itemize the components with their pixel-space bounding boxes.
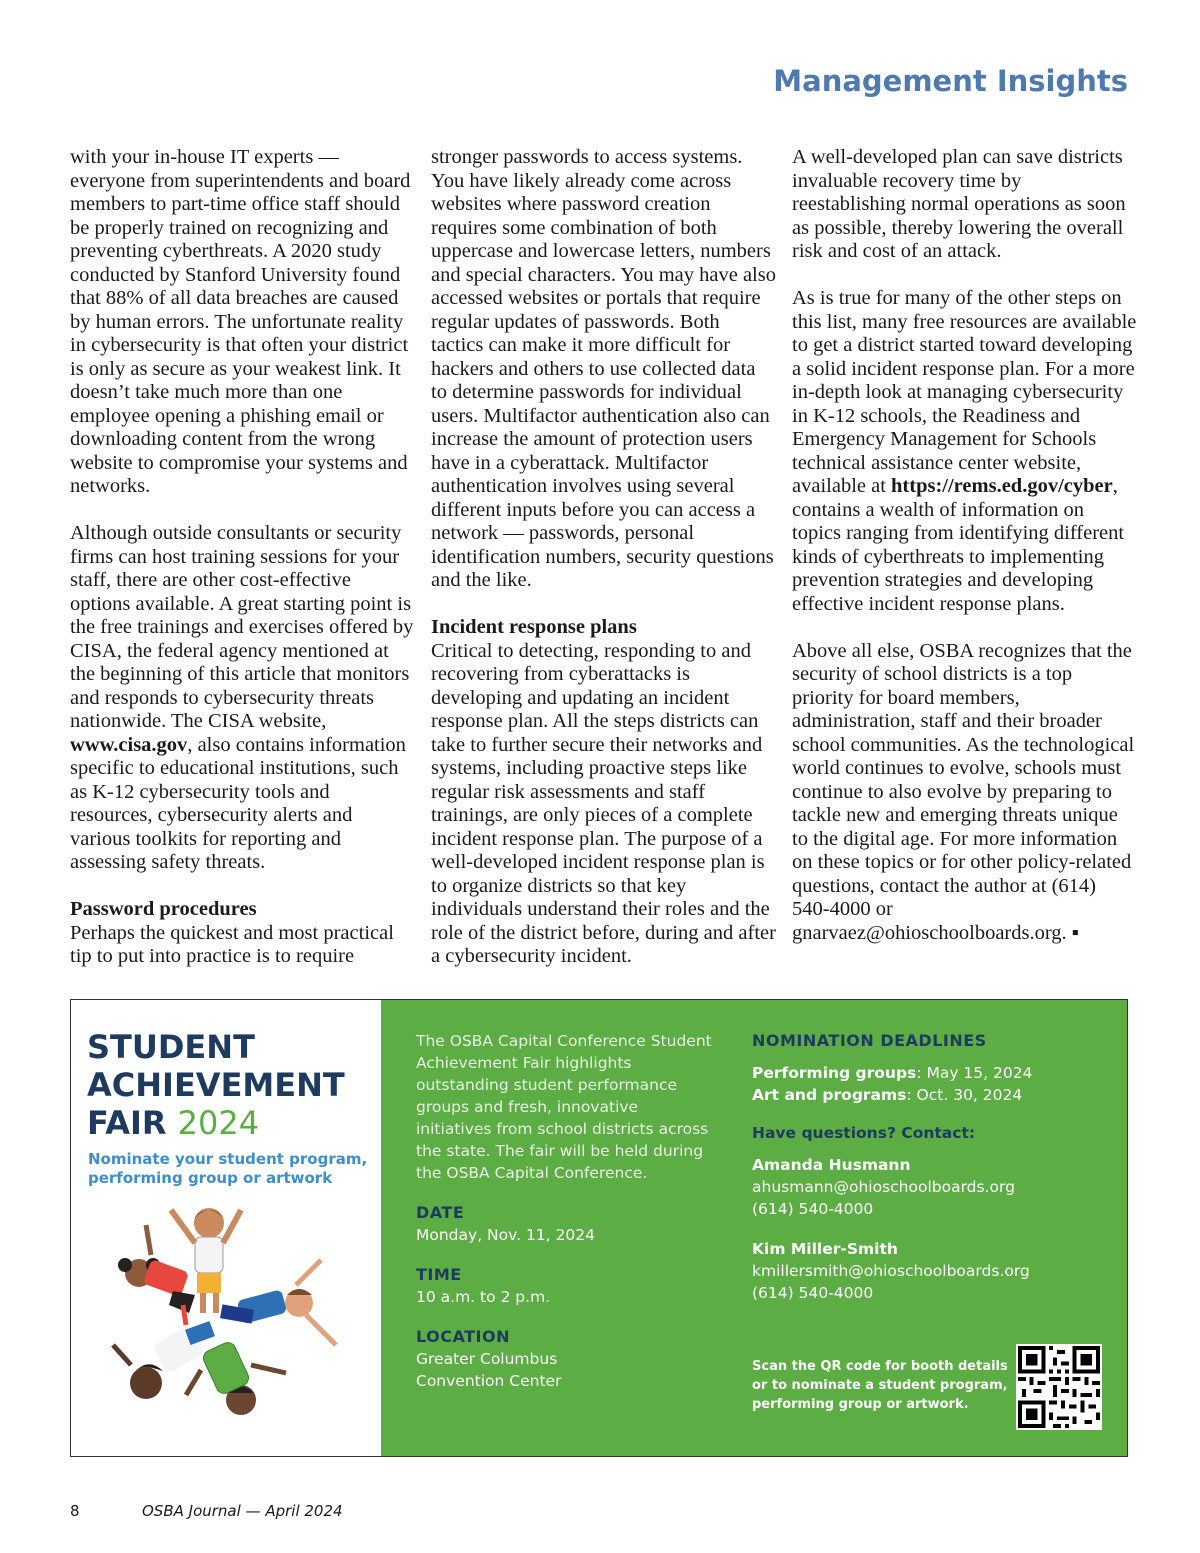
page-footer [70,1502,343,1520]
article-column-3 [792,146,1137,945]
date-label: DATE [416,1203,465,1222]
subheading: Password procedures [70,898,257,920]
paragraph: stronger passwords to access systems. You have likely already come across websites where password creation requires some combination of both uppercase and lowercase letters, numbers and special characters. You may have also accessed websites or portals that require regular updates of passwords. Both tactics can make it more difficult for hackers and others to use collected data to determine passwords for individual users. Multifactor authentication also can increase the amount of protection users have in a cyberattack. Multifactor authentication involves using several different inputs before you can access a network — passwords, personal identification numbers, security questions and the like. [431,146,776,591]
paragraph: with your in-house IT experts — everyone from superintendents and board members to part-time office staff should be properly trained on recognizing and preventing cyberthreats. A 2020 study conducted by Stanford University found that 88% of all data breaches are caused by human errors. The unfortunate reality in cybersecurity is that often your district is only as secure as your weakest link. It doesn’t take much more than one employee opening a phishing email or downloading content from the wrong website to compromise your systems and networks. [70,146,411,497]
contact-2-phone: (614) 540-4000 [752,1284,874,1302]
article-column-2 [431,146,776,969]
children-illustration [91,1195,341,1435]
contact-2-name: Kim Miller-Smith [752,1240,898,1258]
scan-instructions: Scan the QR code for booth details or to nominate a student program, performing group or artwork. [752,1359,1008,1412]
paragraph: A well-developed plan can save districts invaluable recovery time by reestablishing normal operations as soon as possible, thereby lowering the overall risk and cost of an attack. [792,146,1126,262]
ad-title-panel [71,1000,381,1456]
qr-code-icon[interactable] [1016,1344,1102,1430]
publication-name: OSBA Journal — April 2024 [142,1502,343,1520]
time-label: TIME [416,1265,462,1284]
deadlines-heading: NOMINATION DEADLINES [752,1031,987,1050]
location-line-1: Greater Columbus [416,1350,558,1368]
date-value: Monday, Nov. 11, 2024 [416,1226,595,1244]
location-line-2: Convention Center [416,1372,562,1390]
paragraph: Above all else, OSBA recognizes that the security of school districts is a top priority for board members, administration, staff and their broader school communities. As the technological world continues to evolve, schools must continue to also evolve by preparing to tackle new and emerging threats unique to the digital age. For more information on these topics or for other policy-related questions, contact the author at (614) 540-4000 or gnarvaez@ohioschoolboards.org. ▪ [792,639,1135,944]
article-column-1 [70,146,415,969]
paragraph: Although outside consultants or security firms can host training sessions for your staff, there are other cost-effective options available. A great starting point is the free trainings and exercises offered by CISA, the federal agency mentioned at the beginning of this article that monitors and responds to cybersecurity threats nationwide. The CISA website, www.cisa.gov, also contains information specific to educational institutions, such as K-12 cybersecurity tools and resources, cybersecurity alerts and various toolkits for reporting and assessing safety threats. [70,522,414,873]
fair-title: STUDENT ACHIEVEMENT FAIR 2024 [87,1028,345,1142]
location-label: LOCATION [416,1327,510,1346]
contact-1-name: Amanda Husmann [752,1156,911,1174]
event-info [416,1030,716,1392]
paragraph: Critical to detecting, responding to and recovering from cyberattacks is developing and updating an incident response plan. All the steps districts can take to further secure their networks and systems, including proactive steps like regular risk assessments and staff trainings, are only pieces of a complete incident response plan. The purpose of a well-developed incident response plan is to organize districts so that key individuals understand their roles and the role of the district before, during and after a cybersecurity incident. [431,639,776,967]
paragraph: As is true for many of the other steps on this list, many free resources are available to get a district started toward developing a solid incident response plan. For a more in-depth look at managing cybersecurity in K-12 schools, the Readiness and Emergency Management for Schools technical assistance center website, available at https://rems.ed.gov/cyber, contains a wealth of information on topics ranging from identifying different kinds of cyberthreats to implementing prevention strategies and developing effective incident response plans. [792,287,1137,615]
contact-2-email[interactable]: kmillersmith@ohioschoolboards.org [752,1262,1030,1280]
ad-info-panel [381,1000,1127,1456]
subheading: Incident response plans [431,616,637,638]
deadline-art: Art and programs: Oct. 30, 2024 [752,1086,1023,1104]
paragraph: Perhaps the quickest and most practical tip to put into practice is to require [70,921,394,967]
cisa-link[interactable]: www.cisa.gov [70,733,188,756]
time-value: 10 a.m. to 2 p.m. [416,1288,551,1306]
page-number: 8 [70,1502,80,1520]
contact-info [752,1030,1112,1304]
fair-subtitle: Nominate your student program, performing group or artwork [88,1150,368,1187]
deadline-performing: Performing groups: May 15, 2024 [752,1064,1033,1082]
questions-heading: Have questions? Contact: [752,1124,976,1142]
section-title: Management Insights [773,64,1128,98]
contact-1-email[interactable]: ahusmann@ohioschoolboards.org [752,1178,1015,1196]
fair-year: 2024 [177,1104,260,1142]
rems-link[interactable]: https://rems.ed.gov/cyber [891,475,1113,497]
contact-1-phone: (614) 540-4000 [752,1200,874,1218]
event-description: The OSBA Capital Conference Student Achievement Fair highlights outstanding student performance groups and fresh, innovative initiatives from school districts across the state. The fair will be held during the OSBA Capital Conference. [416,1032,712,1182]
student-achievement-fair-ad [70,999,1128,1457]
